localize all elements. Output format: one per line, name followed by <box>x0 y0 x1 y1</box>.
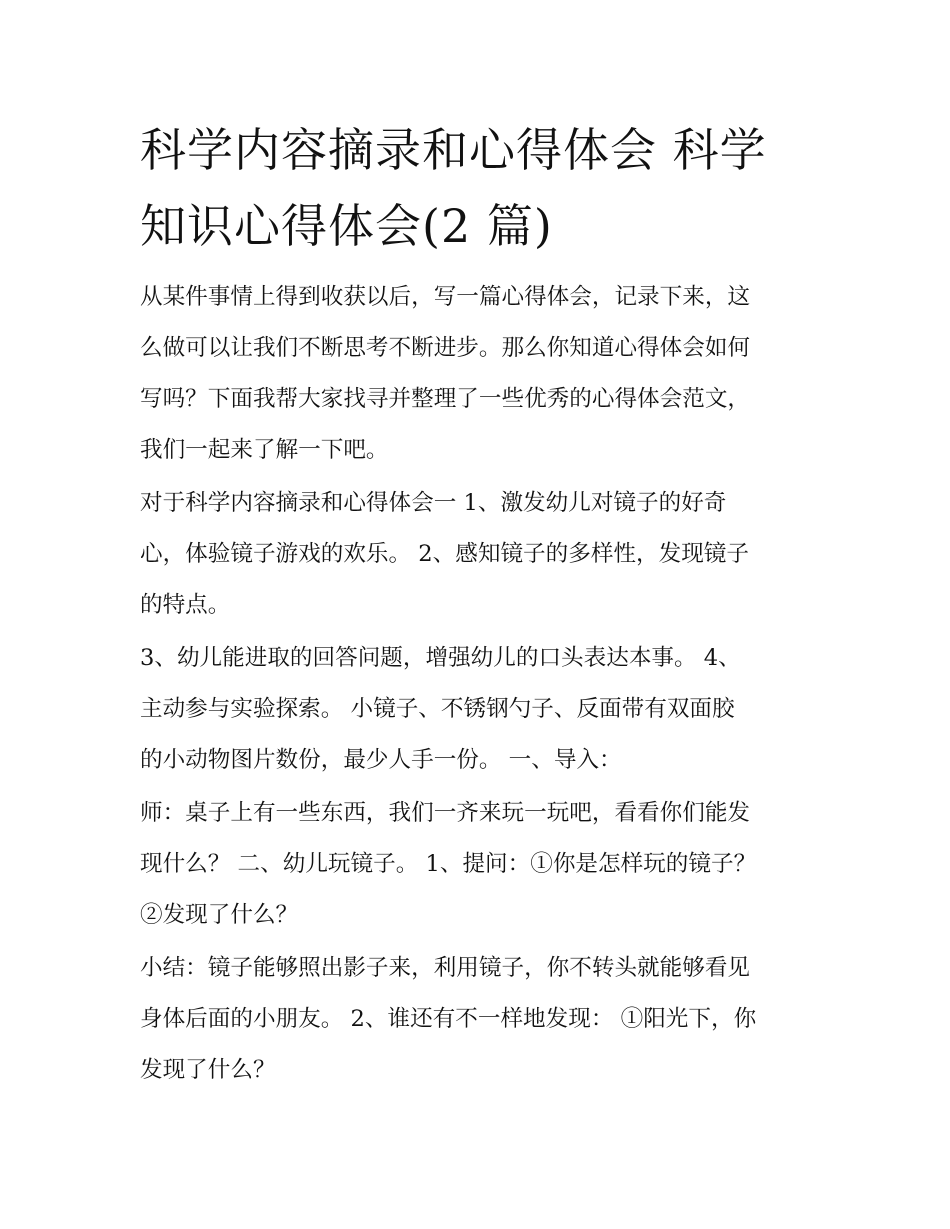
document-title <box>140 112 812 264</box>
paragraph-materials <box>140 633 812 786</box>
text-line: 小结：镜子能够照出影子来，利用镜子，你不转头就能够看见 <box>140 955 751 981</box>
text-line: ②发现了什么？ <box>140 902 299 928</box>
text-line: 对于科学内容摘录和心得体会一 1、激发幼儿对镜子的好奇 <box>140 490 727 516</box>
text-line: 我们一起来了解一下吧。 <box>140 437 389 463</box>
text-line: 身体后面的小朋友。 2、谁还有不一样地发现： ①阳光下，你 <box>140 1006 757 1032</box>
text-line: 师：桌子上有一些东西，我们一齐来玩一玩吧，看看你们能发 <box>140 800 751 826</box>
paragraph-intro <box>140 272 812 476</box>
title-line: 科学内容摘录和心得体会 科学 <box>140 123 767 177</box>
text-line: 从某件事情上得到收获以后，写一篇心得体会，记录下来，这 <box>140 284 751 310</box>
document-body <box>140 272 812 1096</box>
text-line: 的特点。 <box>140 592 231 618</box>
text-line: 的小动物图片数份，最少人手一份。 一、导入： <box>140 747 622 773</box>
text-line: 写吗？下面我帮大家找寻并整理了一些优秀的心得体会范文， <box>140 386 751 412</box>
paragraph-summary <box>140 943 812 1096</box>
text-line: 发现了什么？ <box>140 1057 276 1083</box>
document-page <box>140 112 812 1098</box>
text-line: 现什么？ 二、幼儿玩镜子。 1、提问：①你是怎样玩的镜子？ <box>140 851 757 877</box>
text-line: 3、幼儿能进取的回答问题，增强幼儿的口头表达本事。 4、 <box>140 645 741 671</box>
text-line: 主动参与实验探索。 小镜子、不锈钢勺子、反面带有双面胶 <box>140 696 735 722</box>
text-line: 么做可以让我们不断思考不断进步。那么你知道心得体会如何 <box>140 335 751 361</box>
title-line: 知识心得体会(2 篇) <box>140 199 553 253</box>
paragraph-teacher <box>140 788 812 941</box>
paragraph-goals <box>140 478 812 631</box>
text-line: 心，体验镜子游戏的欢乐。 2、感知镜子的多样性，发现镜子 <box>140 541 749 567</box>
